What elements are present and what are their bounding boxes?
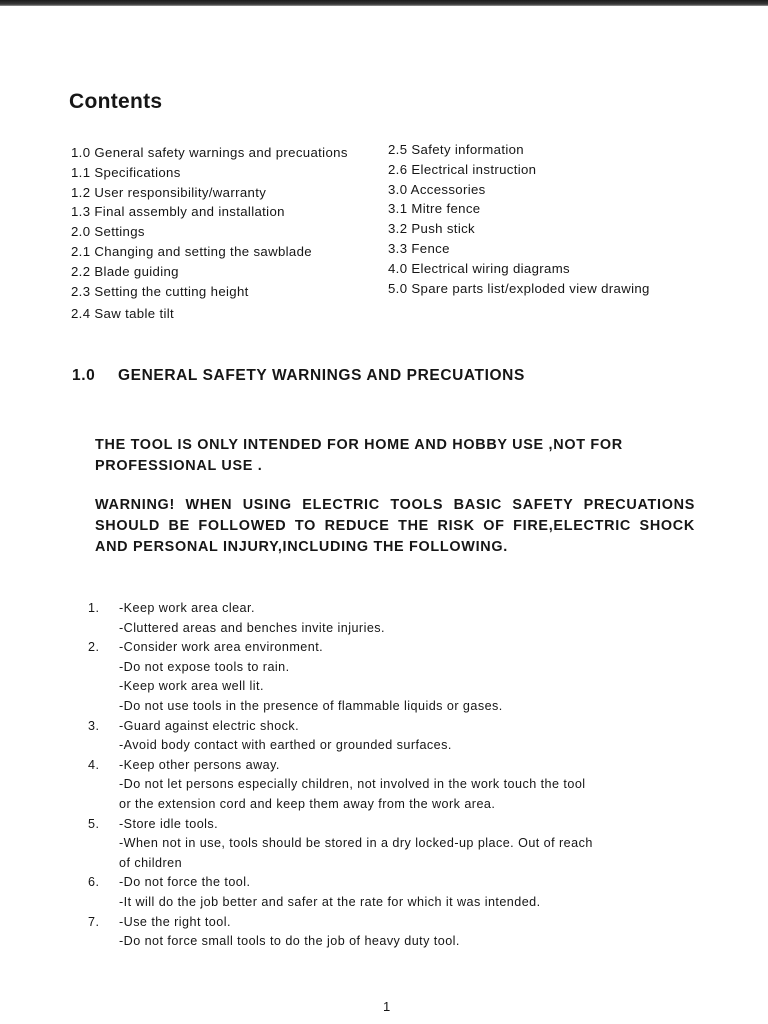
rule-number: 1. — [88, 601, 100, 615]
section-heading — [72, 367, 525, 385]
rule-text: of children — [119, 855, 183, 870]
contents-left-column — [71, 143, 348, 324]
rule-text: or the extension cord and keep them away from the work area. — [119, 796, 496, 811]
toc-item-2-3: 2.3 Setting the cutting height — [71, 283, 249, 299]
toc-item-2-4: 2.4 Saw table tilt — [71, 306, 175, 322]
safety-rule — [88, 717, 708, 756]
toc-item-2-2: 2.2 Blade guiding — [71, 263, 179, 279]
safety-rule — [88, 815, 708, 874]
page-number: 1 — [383, 999, 391, 1014]
rule-text: -It will do the job better and safer at the rate for which it was intended. — [119, 894, 541, 909]
rule-text: -Do not force the tool. — [119, 875, 251, 890]
page-top-border — [0, 0, 768, 6]
rule-number: 3. — [88, 718, 100, 733]
section-title: GENERAL SAFETY WARNINGS AND PRECUATIONS — [118, 367, 525, 384]
toc-item-3-2: 3.2 Push stick — [388, 221, 475, 237]
toc-item-4-0: 4.0 Electrical wiring diagrams — [388, 260, 571, 276]
toc-item-1-1: 1.1 Specifications — [71, 164, 181, 180]
safety-rules-list — [88, 599, 708, 952]
toc-item-1-3: 1.3 Final assembly and installation — [71, 204, 285, 220]
rule-number: 4. — [88, 757, 100, 772]
rule-number: 5. — [88, 816, 100, 831]
safety-rule — [88, 756, 708, 815]
toc-item-1-0: 1.0 General safety warnings and precuations — [71, 145, 348, 160]
toc-item-2-0: 2.0 Settings — [71, 224, 145, 240]
rule-text: -Avoid body contact with earthed or grounded surfaces. — [119, 738, 452, 753]
safety-rule — [88, 913, 708, 952]
rule-text: -Cluttered areas and benches invite injuries. — [119, 620, 385, 635]
home-use-notice: THE TOOL IS ONLY INTENDED FOR HOME AND HOBBY USE ,NOT FOR PROFESSIONAL USE . — [95, 437, 623, 474]
contents-title: Contents — [69, 90, 163, 113]
safety-rule — [88, 599, 708, 638]
rule-text: -Guard against electric shock. — [119, 718, 300, 733]
rule-text: -Consider work area environment. — [119, 640, 324, 655]
rule-text: -Do not let persons especially children, not involved in the work touch the tool — [119, 777, 586, 792]
rule-text: -Use the right tool. — [119, 914, 231, 929]
rule-text: -Keep other persons away. — [119, 757, 280, 772]
section-number: 1.0 — [72, 367, 96, 384]
rule-text: -Store idle tools. — [119, 816, 219, 831]
rule-text: -Do not use tools in the presence of flammable liquids or gases. — [119, 698, 503, 713]
toc-item-5-0: 5.0 Spare parts list/exploded view drawing — [388, 280, 650, 296]
rule-text: -Keep work area clear. — [119, 601, 255, 615]
toc-item-3-3: 3.3 Fence — [388, 240, 450, 256]
rule-number: 2. — [88, 640, 100, 655]
rule-number: 6. — [88, 875, 100, 890]
toc-item-3-1: 3.1 Mitre fence — [388, 201, 481, 217]
toc-item-3-0: 3.0 Accessories — [388, 181, 486, 197]
rule-text: -Keep work area well lit. — [119, 679, 264, 694]
toc-item-2-5: 2.5 Safety information — [388, 142, 524, 157]
safety-warning-notice: WARNING! WHEN USING ELECTRIC TOOLS BASIC SAFETY PRECUATIONS SHOULD BE FOLLOWED TO REDUCE THE RISK OF FIRE,ELECTRIC SHOCK AND PERSONAL INJURY,INCLUDING THE FOLLOWING. — [95, 497, 695, 555]
safety-rule — [88, 873, 708, 912]
rule-text: -Do not force small tools to do the job of heavy duty tool. — [119, 934, 460, 949]
rule-text: -Do not expose tools to rain. — [119, 659, 290, 674]
rule-text: -When not in use, tools should be stored in a dry locked-up place. Out of reach — [119, 836, 593, 851]
safety-rule — [88, 638, 708, 716]
toc-item-2-1: 2.1 Changing and setting the sawblade — [71, 243, 312, 259]
toc-item-1-2: 1.2 User responsibility/warranty — [71, 184, 267, 200]
toc-item-2-6: 2.6 Electrical instruction — [388, 161, 537, 177]
contents-right-column — [388, 140, 650, 298]
rule-number: 7. — [88, 914, 100, 929]
